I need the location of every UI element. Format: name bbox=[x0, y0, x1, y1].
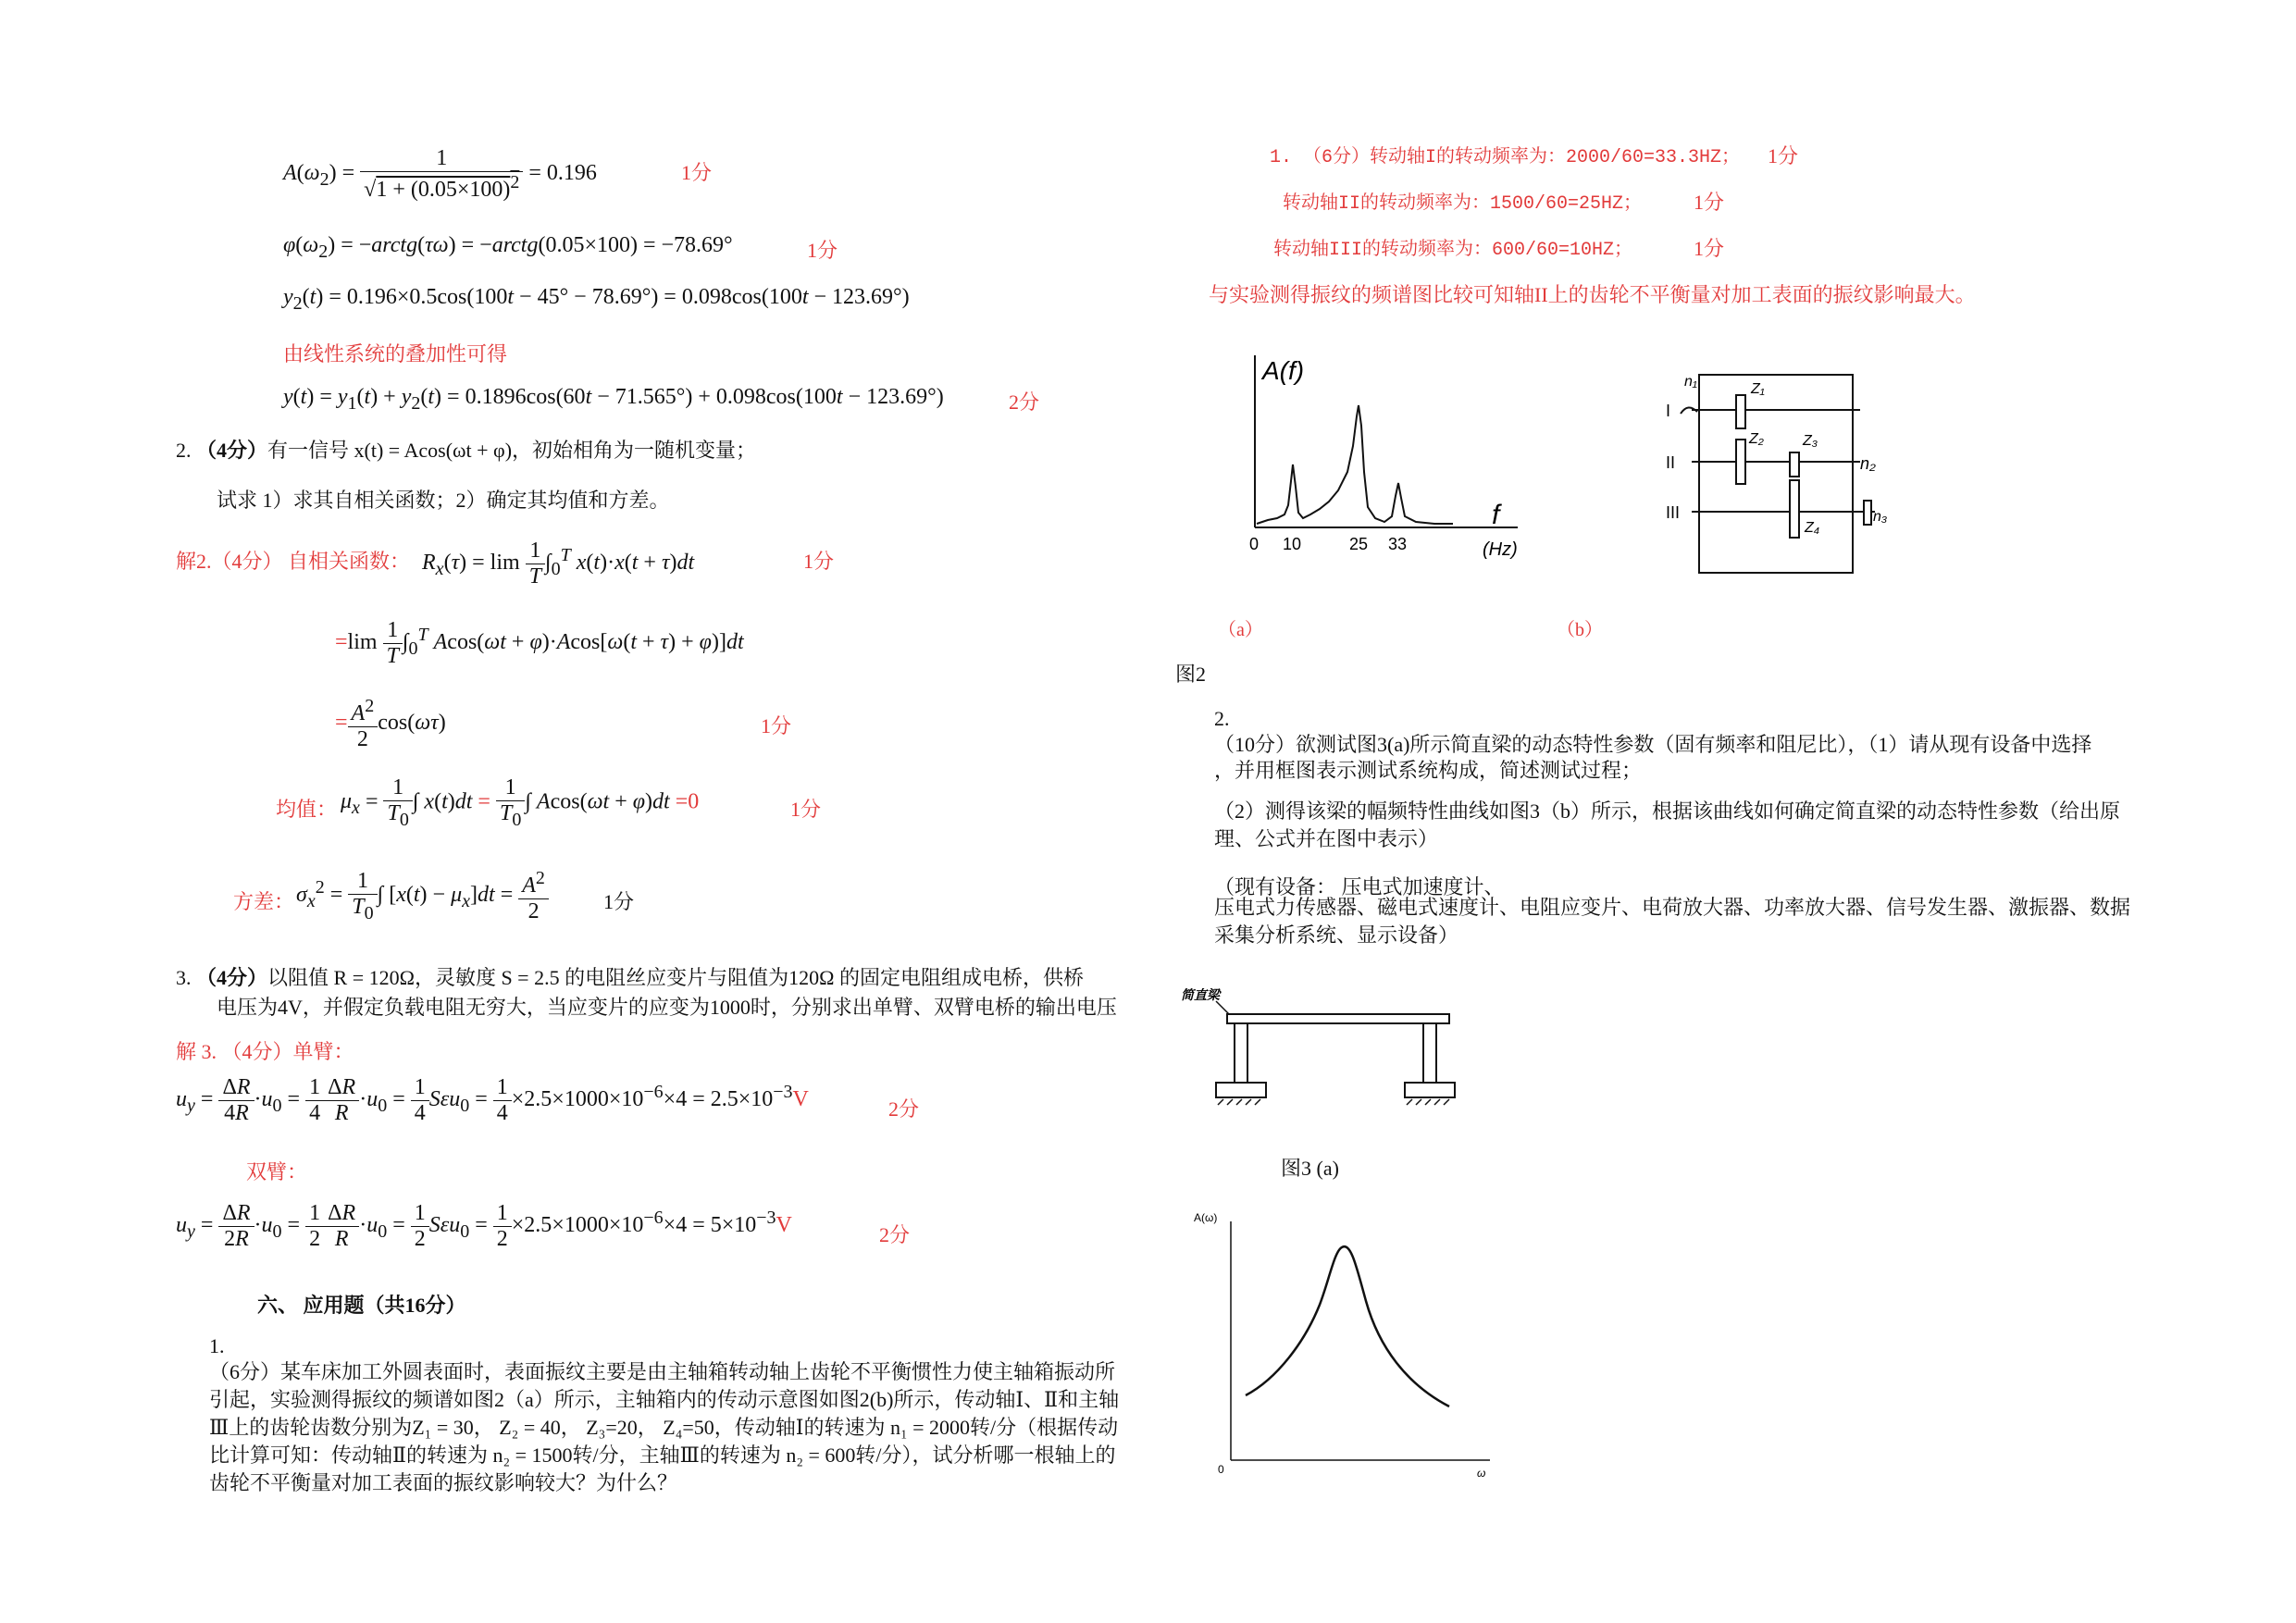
q2-number: 2. bbox=[176, 439, 192, 462]
beam-base-right bbox=[1405, 1083, 1455, 1097]
ans1-line-a: 1. （6分）转动轴I的转动频率为：2000/60=33.3HZ； bbox=[1270, 147, 1741, 168]
input-arrow bbox=[1681, 407, 1697, 414]
speed-label-n3: n₃ bbox=[1873, 509, 1888, 525]
eq-amplitude: $A(\omega_2)$ = $\frac{1}{√1 + (0.05\times 100)^2}$ = 0.196 bbox=[283, 146, 597, 202]
q3-line1: 以阻值 R = 120Ω，灵敏度 S = 2.5 的电阻丝应变片与阻值为120Ω 的固定电阻组成电桥，供桥 bbox=[267, 966, 1084, 989]
q2-text: 有一信号 x(t) = Acos(ωt + φ)，初始相角为一随机变量； bbox=[267, 439, 757, 462]
a3-label2: 双臂： bbox=[246, 1160, 308, 1183]
gear-z2 bbox=[1736, 440, 1745, 484]
spectrum-x-unit: (Hz) bbox=[1483, 539, 1518, 560]
gear-label-z2: Z₂ bbox=[1749, 431, 1764, 447]
shaft-label-2: II bbox=[1666, 453, 1676, 472]
fig2a-caption: （a） bbox=[1218, 620, 1263, 640]
mean-label: 均值： bbox=[276, 798, 338, 821]
shaft-label-3: III bbox=[1666, 503, 1681, 522]
section-6-title: 六、 应用题（共16分） bbox=[257, 1294, 466, 1317]
spectrum-curve bbox=[1257, 405, 1453, 524]
fig3b-y-label: A(ω) bbox=[1194, 1211, 1218, 1224]
q3-question bbox=[176, 962, 1084, 991]
q2r-number: 2. bbox=[1214, 707, 1230, 730]
gear-label-z3: Z₃ bbox=[1803, 433, 1818, 449]
a2-mark3: 1分 bbox=[761, 714, 792, 737]
ans1-conclusion: 与实验测得振纹的频谱图比较可知轴II上的齿轮不平衡量对加工表面的振纹影响最大。 bbox=[1209, 283, 1976, 306]
shaft-label-1: I bbox=[1666, 402, 1671, 420]
beam-base-left bbox=[1216, 1083, 1266, 1097]
beam-leg-right bbox=[1423, 1023, 1436, 1083]
mean-mark: 1分 bbox=[790, 798, 822, 821]
a3-eq2: $u_y$ = $\frac{\Delta R}{2R}$ $\cdot u_0$ = $\frac{1}{2}$ $\frac{\Delta R}{R}$ $\cdot u_0$ = $\frac{1}{2}$ Sεu$_0$ = $\frac{1}{2}$ $\times 2.5\times 1000\times 10^{-6}\times 4 = 5\times 10^{-3}V$ bbox=[176, 1201, 792, 1251]
q3-line2: 电压为4V，并假定负载电阻无穷大，当应变片的应变为1000时，分别求出单臂、双臂电桥的输出电压 bbox=[217, 996, 1117, 1019]
ans1-line-b: 转动轴II的转动频率为：1500/60=25HZ； bbox=[1283, 193, 1643, 215]
a3-mark1: 2分 bbox=[888, 1097, 920, 1121]
q1-text: （6分）某车床加工外圆表面时，表面振纹主要是由主轴箱转动轴上齿轮不平衡惯性力使主轴箱振动所引起，实验测得振纹的频谱如图2（a）所示，主轴箱内的传动示意图如图2(b)所示，传动轴Ⅰ、Ⅱ和主轴Ⅲ上的齿轮齿数分别为Z₁ = 30， Z₂ = 40， Z₃=20， Z₄=50，传动轴Ⅰ的转速为 n₁ = 2000转/分（根据传动比计算可知：传动轴Ⅱ的转速为 n₂ = 1500转/分，主轴Ⅲ的转速为 n₂ = 600转/分），试分析哪一根轴上的齿轮不平衡量对加工表面的振纹影响较大？为什么？ bbox=[209, 1360, 1120, 1494]
a3-mark2: 2分 bbox=[879, 1223, 911, 1246]
mark-amplitude: 1分 bbox=[681, 161, 713, 184]
a2-label: 解2.（4分） 自相关函数： bbox=[176, 550, 411, 573]
fig2-label: 图2 bbox=[1175, 663, 1207, 686]
superposition-note: 由线性系统的叠加性可得 bbox=[283, 342, 508, 365]
a3-label: 解 3. （4分）单臂： bbox=[176, 1040, 354, 1063]
fig3b-resonance-curve bbox=[1246, 1246, 1449, 1406]
ans1-line-b-mark: 1分 bbox=[1694, 191, 1725, 214]
ground-hatch-left bbox=[1218, 1099, 1260, 1105]
eq-y2: $y_2(t) = 0.196\times 0.5\cos(100t - 45^\circ - 78.69^\circ) = 0.098\cos(100t - 123.69^\circ)$ bbox=[283, 285, 910, 314]
q2r-part2: （2）测得该梁的幅频特性曲线如图3（b）所示，根据该曲线如何确定简直梁的动态特性参数（给出原理、公式并在图中表示） bbox=[1214, 799, 2121, 850]
q2-question bbox=[176, 435, 756, 464]
ground-hatch-right bbox=[1407, 1099, 1449, 1105]
ans1-line-c-mark: 1分 bbox=[1694, 237, 1725, 260]
beam-figure bbox=[1181, 981, 1477, 1120]
var-eq: $\sigma_x^2$ = $\frac{1}{T_0}$ ∫ $[x(t) - \mu_x]dt$ = $\frac{A^2}{2}$ bbox=[296, 868, 549, 924]
fig3b-x-label: ω bbox=[1477, 1467, 1486, 1480]
gear-label-z1: Z₁ bbox=[1751, 381, 1765, 397]
fig3b-origin: 0 bbox=[1218, 1463, 1224, 1476]
fig3a-label: 图3 (a) bbox=[1281, 1157, 1339, 1180]
q3-number: 3. bbox=[176, 966, 192, 989]
pulley-n3 bbox=[1864, 501, 1871, 525]
equipment-line2: 压电式力传感器、磁电式速度计、电阻应变片、电荷放大器、功率放大器、信号发生器、激振器、数据采集分析系统、显示设备） bbox=[1214, 896, 2131, 947]
gearbox-housing bbox=[1699, 375, 1853, 573]
gear-label-z4: Z₄ bbox=[1805, 520, 1820, 536]
gear-z4 bbox=[1790, 480, 1799, 538]
ans1-line-a-mark: 1分 bbox=[1768, 144, 1799, 167]
q2r-line1: （10分）欲测试图3(a)所示简直梁的动态特性参数（固有频率和阻尼比），（1）请从现有设备中选择 bbox=[1214, 733, 2092, 756]
beam-label: 简直梁 bbox=[1181, 987, 1220, 1002]
mark-y: 2分 bbox=[1009, 390, 1040, 414]
spectrum-tick-33: 33 bbox=[1388, 535, 1408, 553]
spectrum-figure bbox=[1240, 342, 1536, 564]
beam-leg-left bbox=[1235, 1023, 1247, 1083]
a2-eq1: $R_x(\tau) = \lim$ $\frac{1}{T}$ $\int_0^T$ x(t)·x(t + τ)dt bbox=[422, 539, 695, 588]
eq-phase: $\varphi(\omega_2)$ = −arctg(τω) = −arctg(0.05×100) = −78.69° bbox=[283, 233, 733, 262]
a2-mark1: 1分 bbox=[803, 550, 835, 573]
gear-z3 bbox=[1790, 452, 1799, 477]
a3-eq1: $u_y$ = $\frac{\Delta R}{4R}$ $\cdot u_0$ = $\frac{1}{4}$ $\frac{\Delta R}{R}$ $\cdot u_0$ = $\frac{1}{4}$ Sεu$_0$ = $\frac{1}{4}$ $\times 2.5\times 1000\times 10^{-6}\times 4 = 2.5\times 10^{-3}V$ bbox=[176, 1075, 809, 1125]
mark-phase: 1分 bbox=[807, 239, 838, 262]
gearbox-figure bbox=[1666, 365, 1888, 588]
q2-ask: 试求 1）求其自相关函数；2）确定其均值和方差。 bbox=[217, 489, 670, 512]
q2-points: （4分） bbox=[196, 439, 268, 462]
q3-points: （4分） bbox=[196, 966, 268, 989]
a2-eq3: = $\frac{A^2}{2}$ cos(ωτ) bbox=[335, 696, 446, 751]
fig2b-caption: （b） bbox=[1557, 620, 1603, 640]
speed-label-n2: n₂ bbox=[1860, 454, 1876, 473]
equipment-line1: （现有设备： 压电式加速度计、 bbox=[1214, 875, 1505, 898]
ans1-line-c: 转动轴III的转动频率为：600/60=10HZ； bbox=[1273, 240, 1633, 261]
spectrum-tick-0: 0 bbox=[1249, 535, 1260, 553]
var-mark: 1分 bbox=[603, 890, 635, 913]
spectrum-tick-25: 25 bbox=[1349, 535, 1369, 553]
mean-eq: $\mu_x$ = $\frac{1}{T_0}$ ∫ x(t)dt = $\frac{1}{T_0}$ ∫ Acos(ωt + φ)dt =0 bbox=[341, 775, 700, 830]
a2-eq2: =lim $\frac{1}{T}$ $\int_0^T$ Acos(ωt + φ)·Acos[ω(t + τ) + φ)]dt bbox=[335, 618, 744, 668]
speed-label-n1: n₁ bbox=[1684, 374, 1697, 390]
spectrum-y-label: A(f) bbox=[1262, 356, 1305, 385]
spectrum-tick-10: 10 bbox=[1283, 535, 1302, 553]
spectrum-x-label: f bbox=[1492, 500, 1500, 530]
q2r-line2: ，并用框图表示测试系统构成，简述测试过程； bbox=[1214, 759, 1643, 782]
fig3b-figure bbox=[1194, 1203, 1508, 1481]
q1-number: 1. bbox=[209, 1334, 225, 1357]
var-label: 方差： bbox=[233, 890, 295, 913]
beam-top bbox=[1227, 1014, 1449, 1023]
eq-y: $y(t) = y_1(t) + y_2(t) = 0.1896\cos(60t - 71.565^\circ) + 0.098\cos(100t - 123.69^\circ)$ bbox=[283, 385, 944, 414]
gear-z1 bbox=[1736, 395, 1745, 428]
